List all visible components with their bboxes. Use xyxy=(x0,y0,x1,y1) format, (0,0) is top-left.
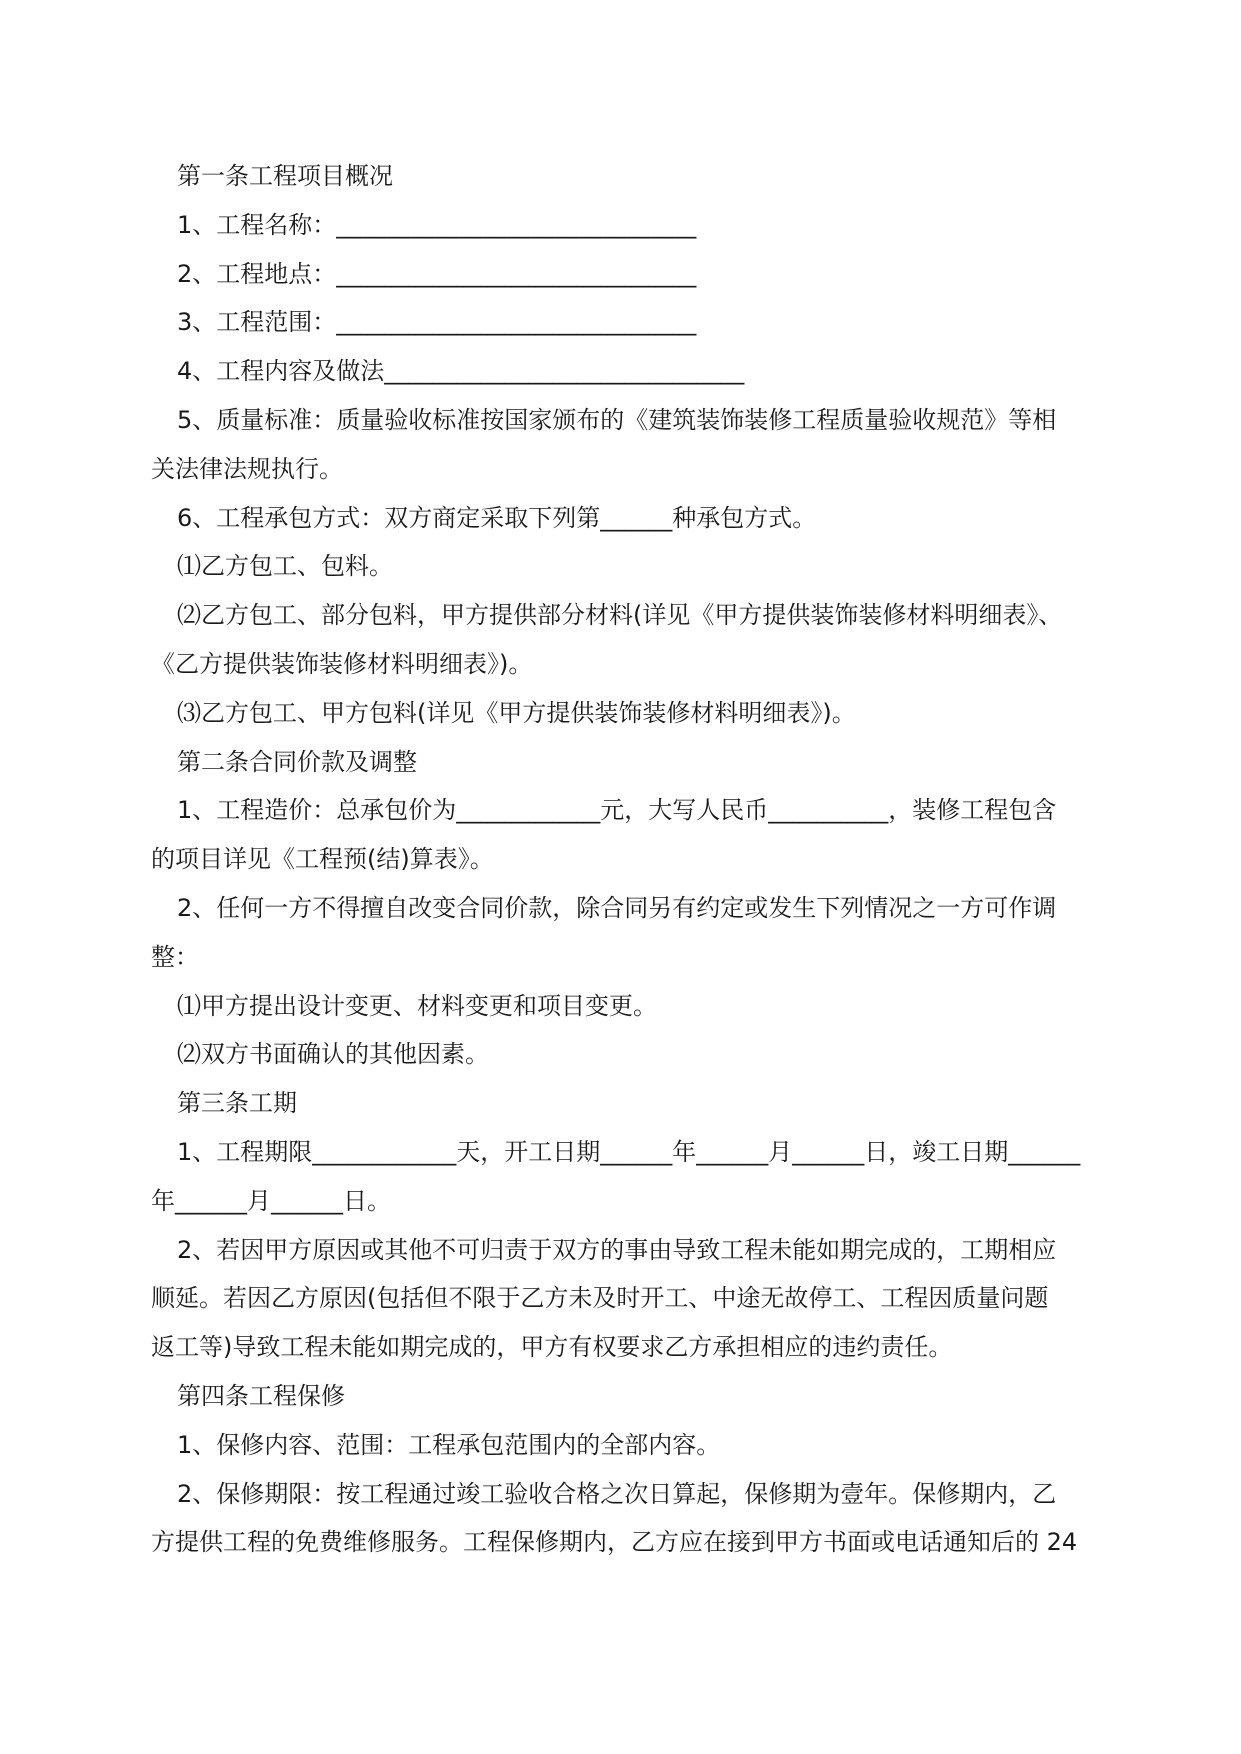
list-item-method-1: ⑴乙方包工、包料。 xyxy=(177,552,393,581)
paragraph-price-change: 2、任何一方不得擅自改变合同价款，除合同另有约定或发生下列情况之一方可作调 xyxy=(177,893,1057,922)
paragraph-project-name: 1、工程名称：______________________________ xyxy=(177,210,697,239)
paragraph-price-change-cont: 整： xyxy=(151,942,199,971)
paragraph-duration-cont: 年______月______日。 xyxy=(151,1186,391,1215)
paragraph-warranty-period: 2、保修期限：按工程通过竣工验收合格之次日算起，保修期为壹年。保修期内，乙 xyxy=(177,1479,1057,1508)
paragraph-delay-cont-1: 顺延。若因乙方原因(包括但不限于乙方未及时开工、中途无故停工、工程因质量问题 xyxy=(151,1284,1049,1313)
paragraph-duration: 1、工程期限____________天，开工日期______年______月______日，竣工日期______ xyxy=(177,1137,1081,1166)
section-heading-1: 第一条工程项目概况 xyxy=(177,162,393,190)
section-heading-3: 第三条工期 xyxy=(177,1089,297,1118)
document-body xyxy=(151,152,1091,1567)
paragraph-project-location: 2、工程地点：______________________________ xyxy=(177,259,697,288)
list-item-change-1: ⑴甲方提出设计变更、材料变更和项目变更。 xyxy=(177,991,657,1020)
section-heading-2: 第二条合同价款及调整 xyxy=(177,747,417,776)
section-heading-4: 第四条工程保修 xyxy=(177,1381,345,1410)
list-item-method-2: ⑵乙方包工、部分包料，甲方提供部分材料(详见《甲方提供装饰装修材料明细表》、 xyxy=(177,601,1063,630)
paragraph-project-cost: 1、工程造价：总承包价为____________元，大写人民币__________，装修工程包含 xyxy=(177,796,1057,825)
paragraph-delay-cont-2: 返工等)导致工程未能如期完成的，甲方有权要求乙方承担相应的违约责任。 xyxy=(151,1333,953,1362)
paragraph-delay: 2、若因甲方原因或其他不可归责于双方的事由导致工程未能如期完成的，工期相应 xyxy=(177,1235,1057,1264)
paragraph-warranty-scope: 1、保修内容、范围：工程承包范围内的全部内容。 xyxy=(177,1430,721,1459)
paragraph-quality-standard-cont: 关法律法规执行。 xyxy=(151,454,343,483)
paragraph-contract-method: 6、工程承包方式：双方商定采取下列第______种承包方式。 xyxy=(177,503,817,532)
list-item-method-2-cont: 《乙方提供装饰装修材料明细表》)。 xyxy=(151,649,533,678)
list-item-change-2: ⑵双方书面确认的其他因素。 xyxy=(177,1040,489,1069)
paragraph-warranty-period-cont: 方提供工程的免费维修服务。工程保修期内，乙方应在接到甲方书面或电话通知后的 24 xyxy=(151,1528,1078,1557)
list-item-method-3: ⑶乙方包工、甲方包料(详见《甲方提供装饰装修材料明细表》)。 xyxy=(177,698,856,727)
paragraph-project-content: 4、工程内容及做法______________________________ xyxy=(177,357,745,386)
paragraph-project-cost-cont: 的项目详见《工程预(结)算表》。 xyxy=(151,845,494,874)
paragraph-quality-standard: 5、质量标准：质量验收标准按国家颁布的《建筑装饰装修工程质量验收规范》等相 xyxy=(177,405,1057,434)
paragraph-project-scope: 3、工程范围：______________________________ xyxy=(177,308,697,337)
